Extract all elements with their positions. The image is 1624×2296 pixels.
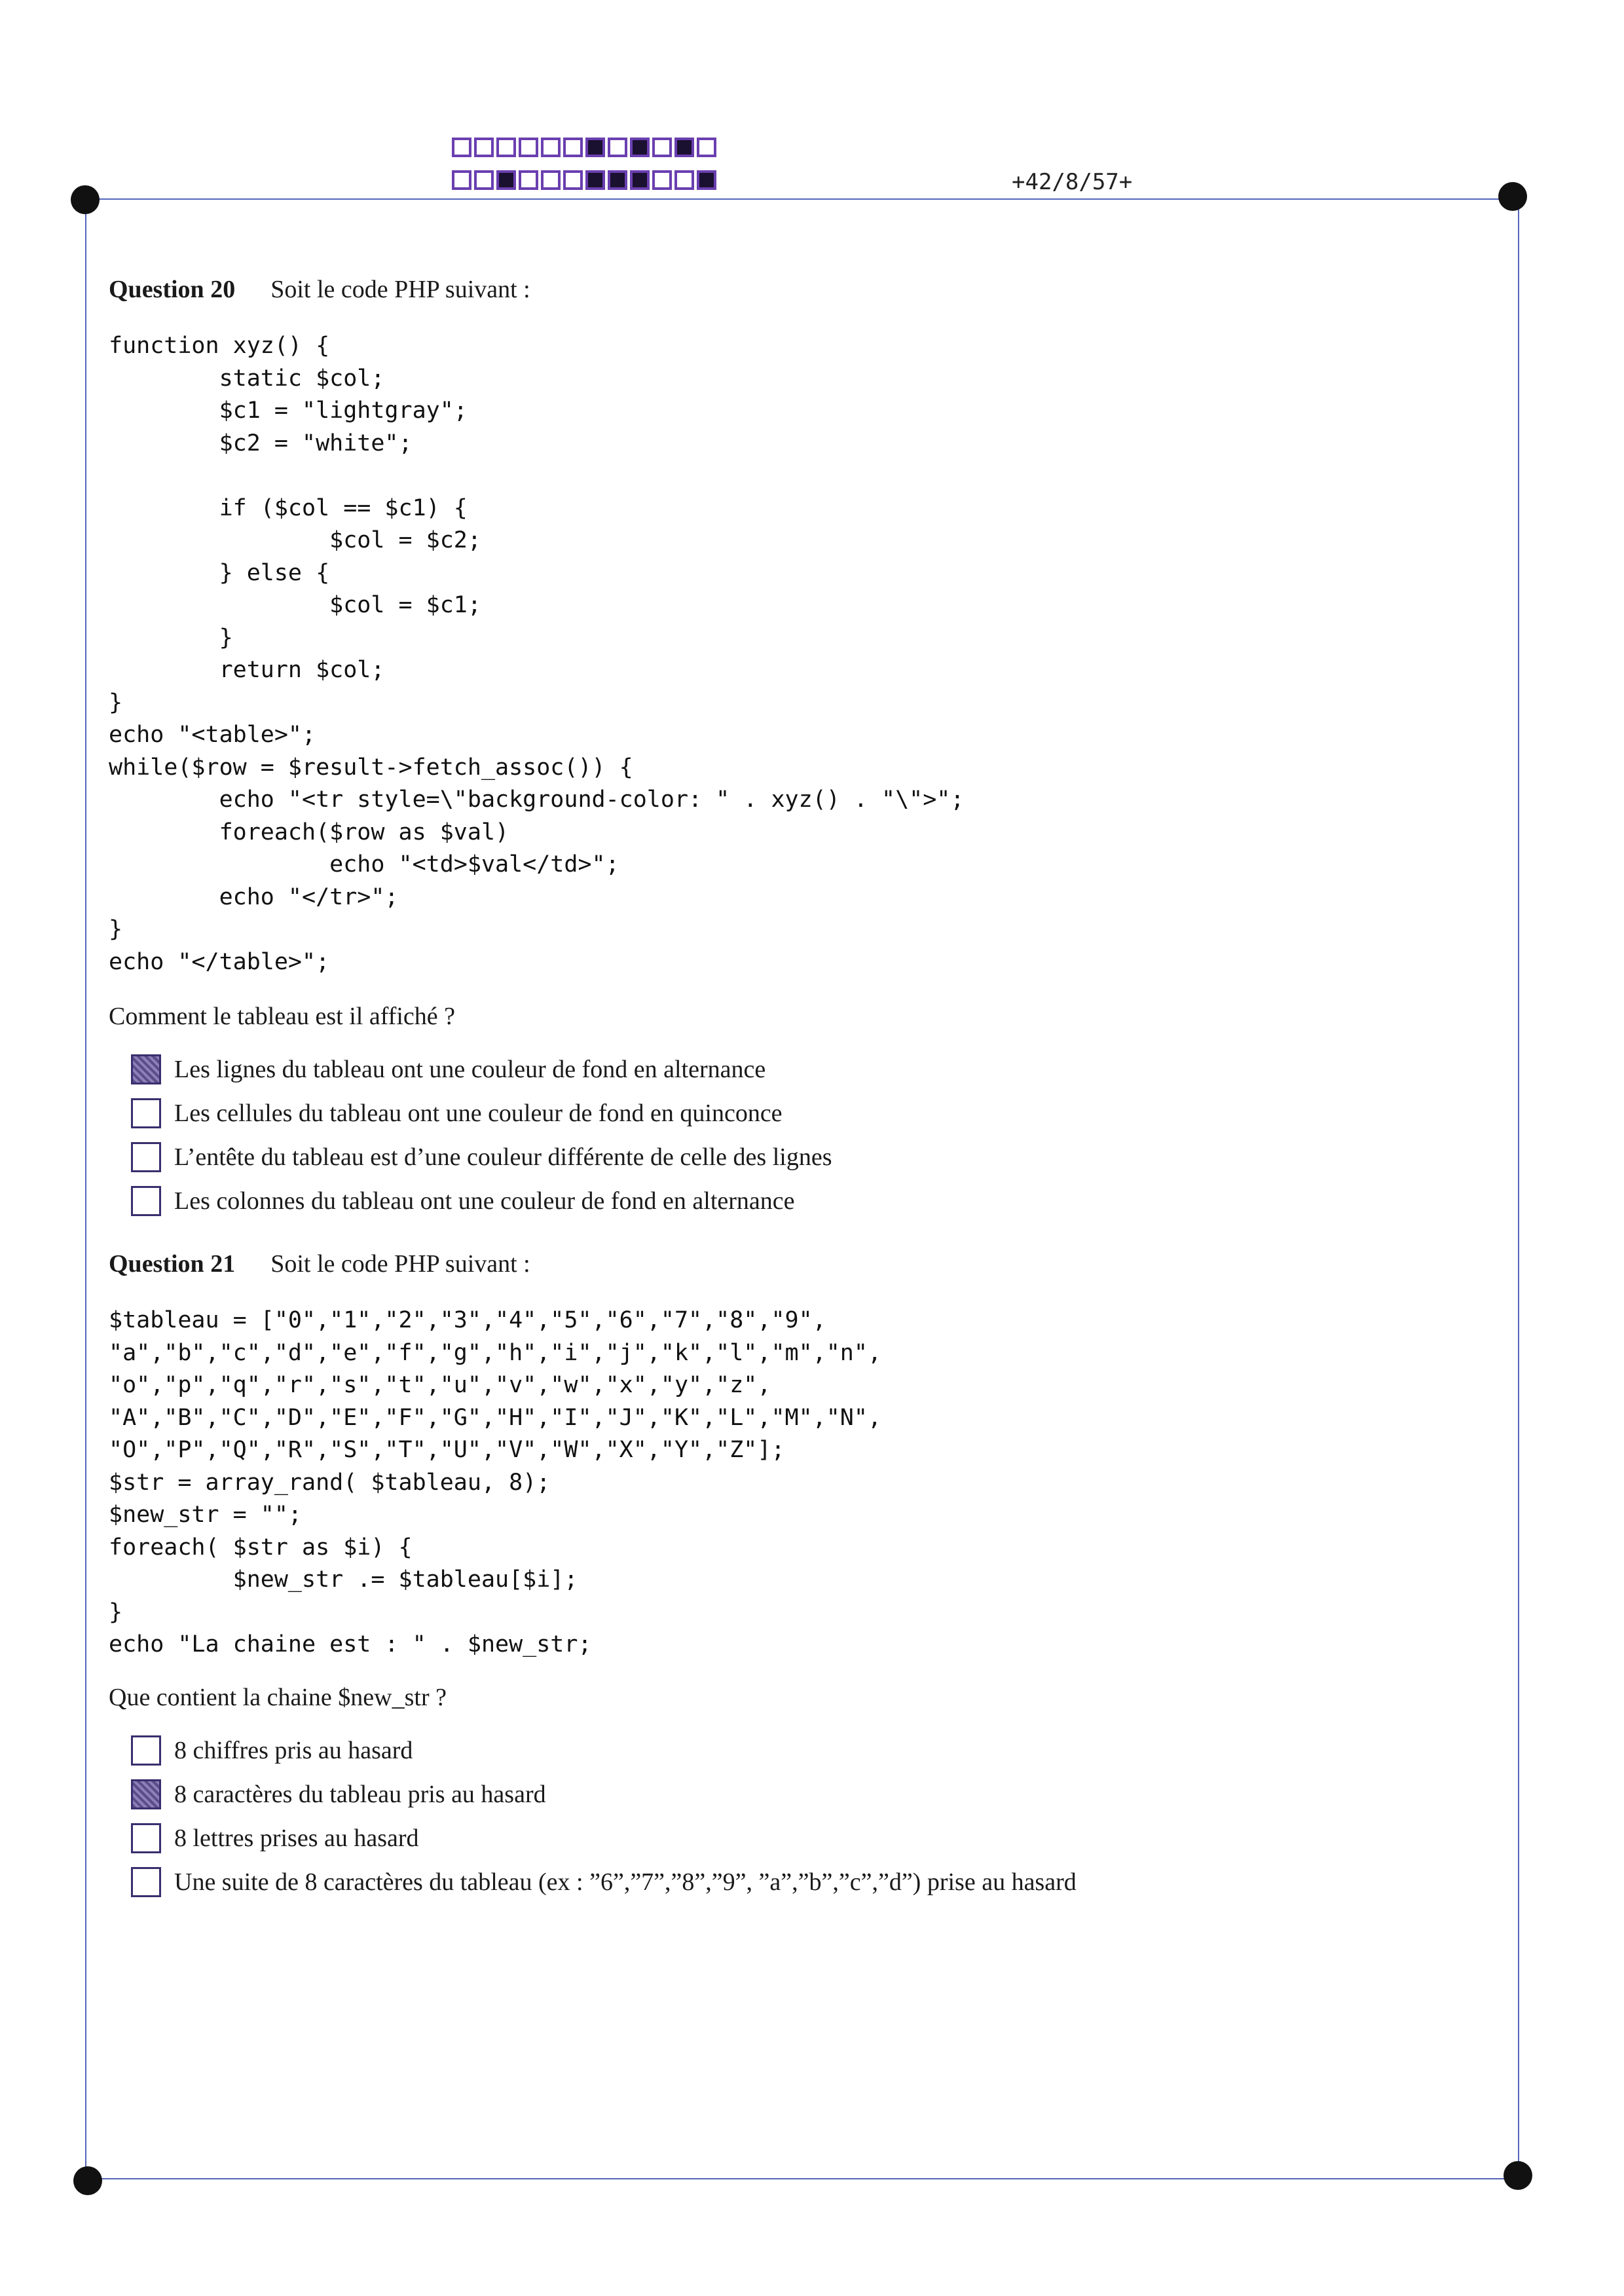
q20-answer-4[interactable] [131, 1186, 795, 1216]
checkbox[interactable] [131, 1054, 161, 1084]
question-20-prompt: Comment le tableau est il affiché ? [109, 1003, 455, 1030]
id-box [697, 138, 716, 157]
q20-answer-3[interactable] [131, 1142, 832, 1172]
id-box [697, 170, 716, 190]
answer-label: 8 chiffres pris au hasard [174, 1737, 413, 1764]
checkbox[interactable] [131, 1735, 161, 1766]
q21-answer-2[interactable] [131, 1779, 546, 1809]
id-box [674, 170, 694, 190]
id-box [585, 170, 605, 190]
answer-label: Les colonnes du tableau ont une couleur de fond en alternance [174, 1187, 795, 1215]
checkbox[interactable] [131, 1823, 161, 1853]
q20-answer-1[interactable] [131, 1054, 766, 1084]
id-box [608, 138, 627, 157]
id-strip-row-1 [452, 138, 719, 157]
corner-marker-bottom-left [73, 2166, 102, 2195]
id-box [630, 138, 650, 157]
answer-label: Les lignes du tableau ont une couleur de fond en alternance [174, 1056, 766, 1083]
question-20-code: function xyz() { static $col; $c1 = "lightgray"; $c2 = "white"; if ($col == $c1) { $col = $c2; } else { $col = $c1; } return $col; } echo "<table>"; while($row = $result->fetch_assoc()) { echo "<tr style=\"background-color: " . xyz() . "\">"; foreach($row as $val) echo "<td>$val</td>"; echo "</tr>"; } echo "</table>"; [109, 333, 965, 975]
id-box [474, 138, 494, 157]
answer-label: 8 caractères du tableau pris au hasard [174, 1781, 546, 1808]
q21-answer-4[interactable] [131, 1867, 1077, 1897]
id-box [541, 170, 561, 190]
q20-answer-2[interactable] [131, 1098, 783, 1128]
id-box [563, 170, 583, 190]
id-box [496, 138, 516, 157]
question-20-heading [109, 275, 530, 304]
answer-label: 8 lettres prises au hasard [174, 1824, 419, 1852]
checkbox[interactable] [131, 1098, 161, 1128]
id-box [496, 170, 516, 190]
answer-label: Les cellules du tableau ont une couleur de fond en quinconce [174, 1100, 783, 1127]
id-box [630, 170, 650, 190]
id-box [452, 138, 471, 157]
id-box [608, 170, 627, 190]
id-box [585, 138, 605, 157]
question-intro: Soit le code PHP suivant : [270, 276, 530, 303]
question-21-prompt: Que contient la chaine $new_str ? [109, 1684, 447, 1711]
id-strip-row-2 [452, 170, 719, 190]
id-box [652, 170, 672, 190]
corner-marker-top-left [71, 185, 100, 214]
id-box [519, 170, 538, 190]
corner-marker-top-right [1498, 182, 1527, 211]
question-21-heading [109, 1250, 530, 1278]
id-box [541, 138, 561, 157]
id-box [452, 170, 471, 190]
question-21-code: $tableau = ["0","1","2","3","4","5","6","7","8","9", "a","b","c","d","e","f","g","h","i","j","k","l","m","n", "o","p","q","r","s","t","u","v","w","x","y","z", "A","B","C","D","E","F","G","H","I","J","K","L","M","N", "O","P","Q","R","S","T","U","V","W","X","Y","Z"]; $str = array_rand( $tableau, 8); $new_str = ""; foreach( $str as $i) { $new_str .= $tableau[$i]; } echo "La chaine est : " . $new_str; [109, 1307, 882, 1657]
question-number: Question 21 [109, 1250, 236, 1278]
question-intro: Soit le code PHP suivant : [270, 1250, 530, 1278]
id-box [652, 138, 672, 157]
checkbox[interactable] [131, 1142, 161, 1172]
q21-answer-1[interactable] [131, 1735, 413, 1766]
checkbox[interactable] [131, 1186, 161, 1216]
q21-answer-3[interactable] [131, 1823, 419, 1853]
checkbox[interactable] [131, 1779, 161, 1809]
page-code: +42/8/57+ [1012, 169, 1133, 195]
answer-label: L’entête du tableau est d’une couleur différente de celle des lignes [174, 1143, 832, 1171]
id-box [474, 170, 494, 190]
answer-label: Une suite de 8 caractères du tableau (ex : ”6”,”7”,”8”,”9”, ”a”,”b”,”c”,”d”) prise au hasard [174, 1868, 1077, 1896]
id-box [674, 138, 694, 157]
id-box [563, 138, 583, 157]
id-box [519, 138, 538, 157]
checkbox[interactable] [131, 1867, 161, 1897]
question-number: Question 20 [109, 276, 236, 303]
corner-marker-bottom-right [1504, 2161, 1532, 2190]
